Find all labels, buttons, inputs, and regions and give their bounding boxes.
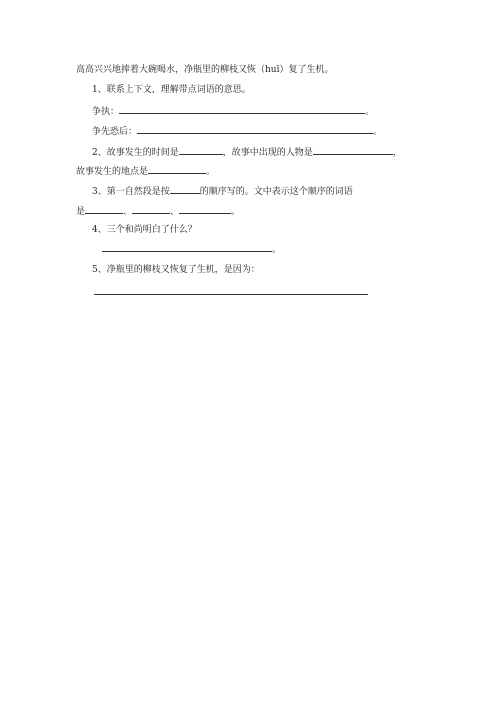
q2-time-blank[interactable] [179, 145, 223, 155]
q3-sep-1: 、 [123, 207, 133, 217]
q4-end: 。 [272, 245, 282, 255]
q1-item-2-end: 。 [373, 127, 383, 137]
q3-word-blank-3[interactable] [179, 204, 231, 214]
q5-prompt: 5、净瓶里的柳枝又恢复了生机，是因为： [92, 265, 260, 275]
q2-comma: ， [392, 148, 402, 158]
q1-item-2-label: 争先恐后： [92, 127, 138, 137]
q1-item-1-label: 争执： [92, 107, 120, 117]
q2-place-blank[interactable] [148, 164, 206, 174]
q3-words-label: 的顺序写的。文中表示这个顺序的词语 [199, 187, 353, 197]
q3-word-blank-2[interactable] [132, 204, 170, 214]
q1-item-1-end: 。 [365, 107, 375, 117]
q2-characters-blank[interactable] [313, 145, 393, 155]
q1-item-1 [92, 104, 374, 118]
q3-word-blank-1[interactable] [85, 204, 123, 214]
intro-text: 高高兴兴地捧着大碗喝水，净瓶里的柳枝又恢（huī）复了生机。 [76, 65, 334, 75]
q2-line-1 [92, 145, 402, 159]
q1-prompt: 1、联系上下文，理解带点词语的意思。 [92, 85, 251, 95]
q2-place-label: 故事发生的地点是 [76, 167, 149, 177]
q2-line-2 [76, 164, 215, 178]
q3-order-blank[interactable] [170, 184, 200, 194]
q1-item-1-answer-blank[interactable] [119, 104, 365, 114]
q4-answer-line [102, 242, 281, 256]
q1-item-2-answer-blank[interactable] [137, 124, 373, 134]
q3-line-1 [92, 184, 353, 198]
q2-time-label: 2、故事发生的时间是 [92, 148, 179, 158]
q5-answer-blank[interactable] [94, 294, 368, 295]
q3-sep-2: 、 [170, 207, 180, 217]
q4-prompt: 4、三个和尚明白了什么？ [92, 225, 197, 235]
q2-characters-label: ，故事中出现的人物是 [222, 148, 313, 158]
q1-item-2 [92, 124, 382, 138]
q3-end: 。 [231, 207, 241, 217]
q3-order-label: 3、第一自然段是按 [92, 187, 170, 197]
q3-line-2 [76, 204, 240, 218]
q4-answer-blank[interactable] [102, 242, 272, 252]
q3-is-label: 是 [76, 207, 86, 217]
q2-period: 。 [206, 167, 216, 177]
